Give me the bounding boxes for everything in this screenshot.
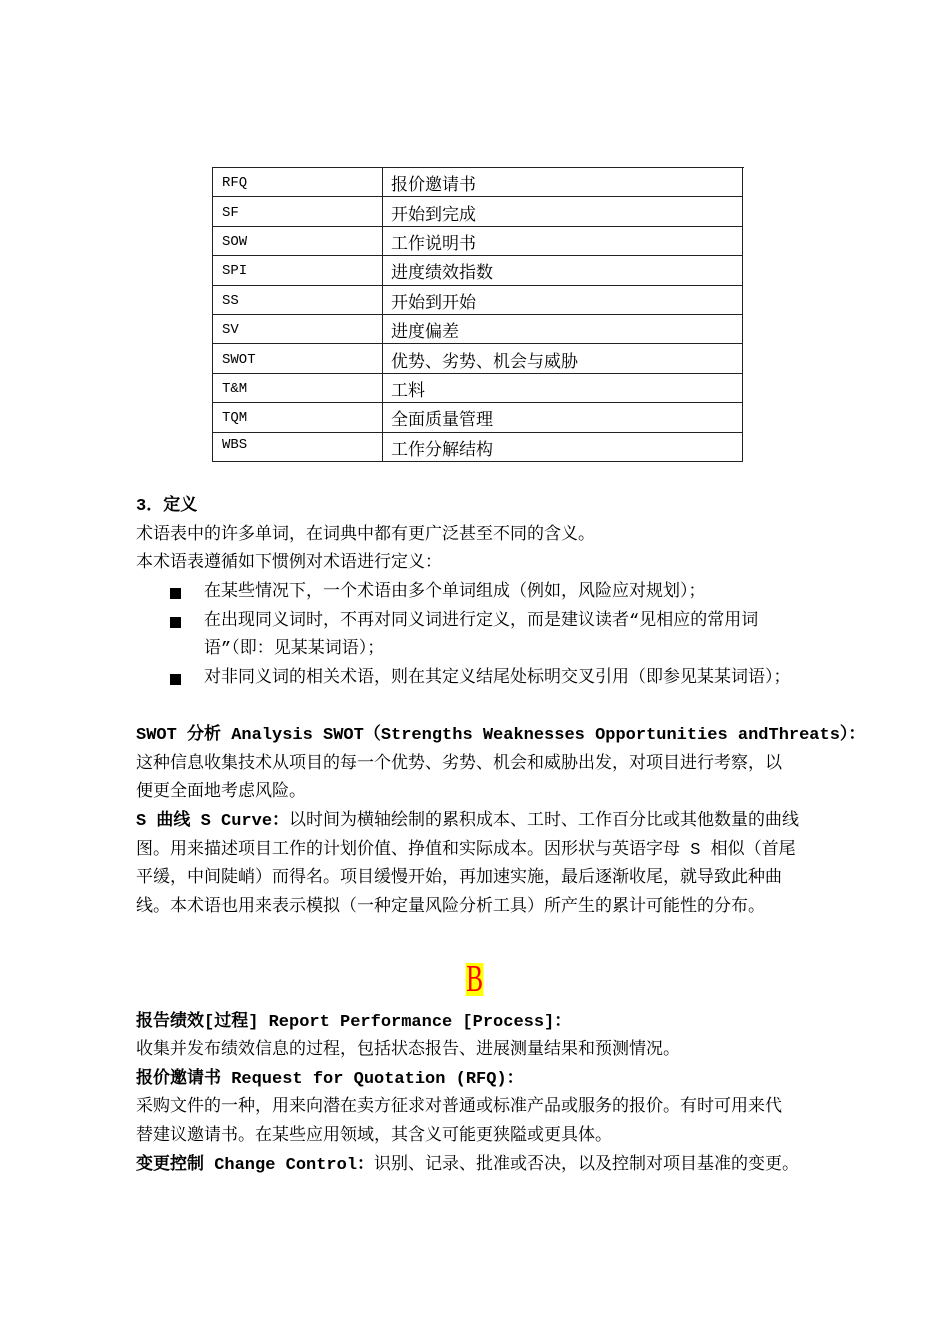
meaning-cell: 优势、劣势、机会与威胁 [383, 344, 743, 373]
entry-line: 便更全面地考虑风险。 [136, 783, 306, 803]
abbr-cell: SV [213, 315, 383, 344]
abbr-cell: SF [213, 197, 383, 226]
bullet-item [136, 665, 814, 694]
document-body [136, 493, 866, 1180]
square-bullet-icon [170, 588, 181, 599]
bullet-text: 在出现同义词时，不再对同义词进行定义，而是建议读者“见相应的常用词 [204, 611, 759, 631]
abbr-cell: RFQ [213, 168, 383, 197]
abbr-cell: SWOT [213, 344, 383, 373]
table-row [213, 256, 744, 285]
table-row [213, 227, 744, 256]
table-row [213, 403, 744, 432]
entry-text: 以时间为横轴绘制的累积成本、工时、工作百分比或其他数量的曲线 [289, 812, 800, 832]
meaning-cell: 开始到完成 [383, 197, 743, 226]
blank-line [136, 693, 814, 722]
bullet-item [136, 608, 814, 637]
table-row [213, 374, 744, 403]
bullet-continuation: 语”（即：见某某词语）； [204, 640, 385, 660]
square-bullet-icon [170, 674, 181, 685]
bullet-text: 在某些情况下，一个术语由多个单词组成（例如，风险应对规划）； [204, 582, 706, 602]
entry-line: 图。用来描述项目工作的计划价值、挣值和实际成本。因形状与英语字母 S 相似（首尾 [136, 840, 796, 860]
section-heading: 3．定义 [136, 497, 198, 516]
bullet-text: 对非同义词的相关术语，则在其定义结尾处标明交叉引用（即参见某某词语）； [204, 668, 791, 688]
letter-heading [136, 951, 814, 1008]
entry-line: 平缓，中间陡峭）而得名。项目缓慢开始，再加速实施，最后逐渐收尾，就导致此种曲 [136, 869, 782, 889]
table-row [213, 197, 744, 226]
abbr-cell: SOW [213, 227, 383, 256]
entry-term: SWOT 分析 Analysis SWOT（Strengths Weaknesses Opportunities andThreats）： [136, 726, 866, 746]
meaning-cell: 工作说明书 [383, 227, 743, 256]
abbr-cell: SS [213, 286, 383, 315]
entry-term: S 曲线 S Curve： [136, 812, 290, 832]
abbr-cell: SPI [213, 256, 383, 285]
entry-line: 这种信息收集技术从项目的每一个优势、劣势、机会和威胁出发，对项目进行考察，以 [136, 754, 782, 774]
abbr-cell: TQM [213, 403, 383, 432]
meaning-cell: 工料 [383, 374, 743, 403]
entry-term: 变更控制 Change Control： [136, 1155, 375, 1175]
letter-b: B [466, 958, 484, 1001]
meaning-cell: 全面质量管理 [383, 403, 743, 432]
intro-line: 本术语表遵循如下惯例对术语进行定义： [136, 554, 442, 574]
meaning-cell: 开始到开始 [383, 286, 743, 315]
meaning-cell: 工作分解结构 [383, 433, 743, 462]
meaning-cell: 进度偏差 [383, 315, 743, 344]
table-row [213, 433, 744, 462]
entry-line: 替建议邀请书。在某些应用领域，其含义可能更狭隘或更具体。 [136, 1127, 612, 1147]
meaning-cell: 进度绩效指数 [383, 256, 743, 285]
bullet-item [136, 579, 814, 608]
entry-term: 报价邀请书 Request for Quotation (RFQ)： [136, 1069, 524, 1089]
table-row [213, 286, 744, 315]
entry-first-line [136, 1152, 814, 1181]
square-bullet-icon [170, 617, 181, 628]
entry-first-line [136, 808, 814, 837]
table-row [213, 344, 744, 373]
entry-line: 采购文件的一种，用来向潜在卖方征求对普通或标准产品或服务的报价。有时可用来代 [136, 1098, 782, 1118]
abbr-cell: T&M [213, 374, 383, 403]
table-row [213, 315, 744, 344]
glossary-table [212, 167, 744, 462]
entry-line: 线。本术语也用来表示模拟（一种定量风险分析工具）所产生的累计可能性的分布。 [136, 897, 765, 917]
intro-line: 术语表中的许多单词，在词典中都有更广泛甚至不同的含义。 [136, 525, 595, 545]
table-row [213, 168, 744, 197]
meaning-cell: 报价邀请书 [383, 168, 743, 197]
entry-line: 收集并发布绩效信息的过程，包括状态报告、进展测量结果和预测情况。 [136, 1041, 680, 1061]
entry-term: 报告绩效[过程] Report Performance [Process]： [136, 1012, 572, 1032]
entry-text: 识别、记录、批准或否决，以及控制对项目基准的变更。 [374, 1155, 800, 1175]
abbr-cell: WBS [213, 433, 383, 462]
